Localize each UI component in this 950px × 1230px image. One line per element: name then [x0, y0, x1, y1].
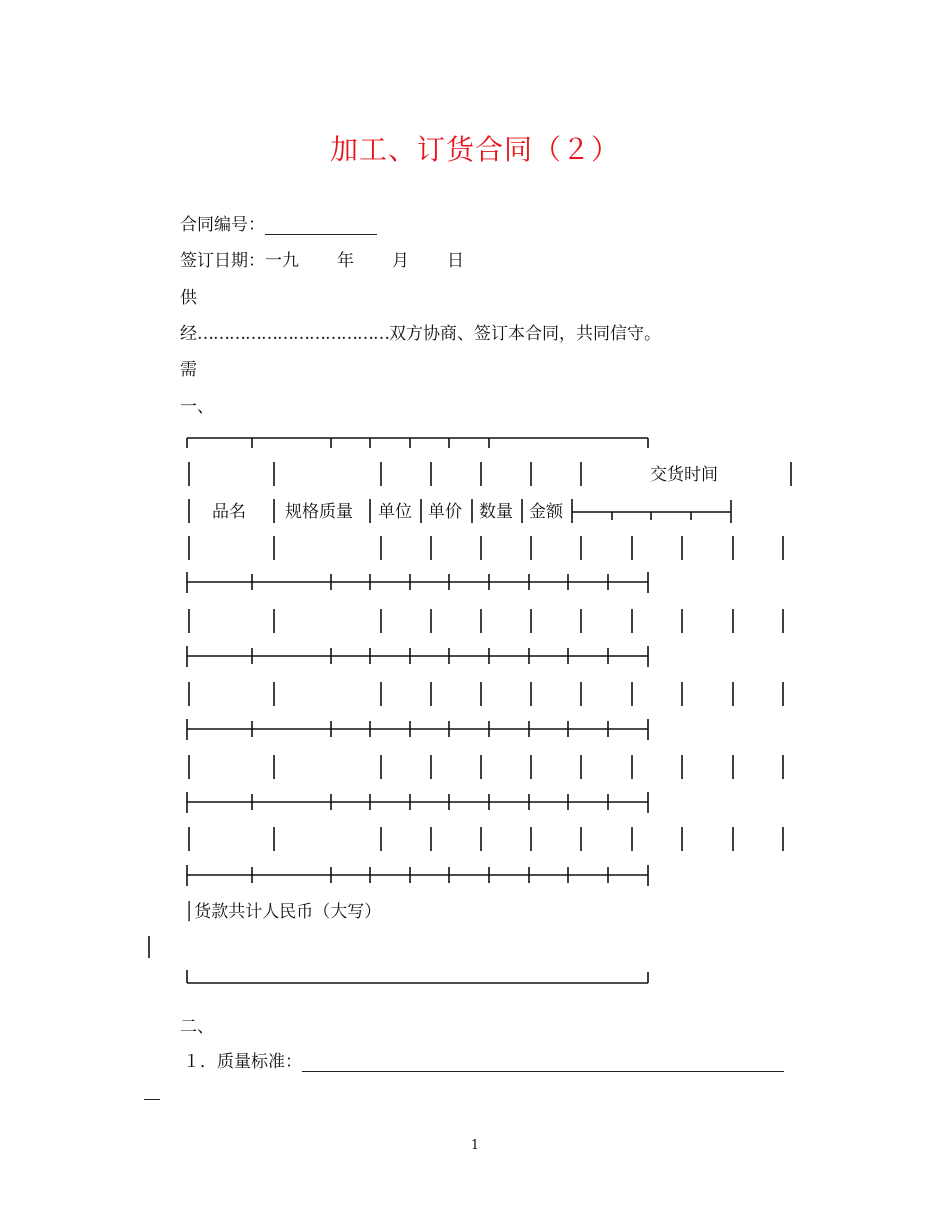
contract-number-label: 合同编号：: [180, 215, 265, 235]
sign-date-day: 日: [447, 251, 464, 271]
header-unit-price: 单价: [428, 502, 462, 522]
party-agreement-text: 双方协商、签订本合同，共同信守。: [389, 324, 661, 344]
sign-date-year: 年: [337, 251, 354, 271]
quality-standard-blank[interactable]: [302, 1053, 784, 1072]
party-jing: 经: [180, 324, 197, 344]
header-product-name: 品名: [212, 502, 246, 522]
page-number: 1: [470, 1138, 480, 1153]
table-row-4: [187, 755, 783, 813]
section-two-heading: 二、: [180, 1017, 214, 1037]
party-demand: 需: [180, 360, 197, 380]
continuation-dash: [144, 1099, 160, 1100]
table-row-5: [187, 827, 783, 886]
sign-date-month: 月: [392, 251, 409, 271]
quality-standard-label: １．质量标准：: [183, 1052, 302, 1072]
header-delivery-time: 交货时间: [650, 465, 718, 485]
section-one-heading: 一、: [180, 397, 214, 417]
table-row-1: [187, 536, 783, 593]
table-row-3: [187, 682, 783, 740]
party-supply: 供: [180, 288, 197, 308]
quality-standard-line: [183, 1047, 784, 1072]
header-quantity: 数量: [479, 502, 513, 522]
header-spec-quality: 规格质量: [285, 502, 353, 522]
table-row-2: [187, 609, 783, 667]
contract-title: 加工、订货合同（２）: [329, 133, 620, 166]
header-unit: 单位: [378, 502, 412, 522]
total-payment-label: │货款共计人民币（大写）: [184, 902, 382, 922]
party-dots: ………………………………: [197, 324, 389, 344]
sign-date-label: 签订日期：一九: [180, 251, 299, 271]
header-amount: 金额: [529, 502, 563, 522]
